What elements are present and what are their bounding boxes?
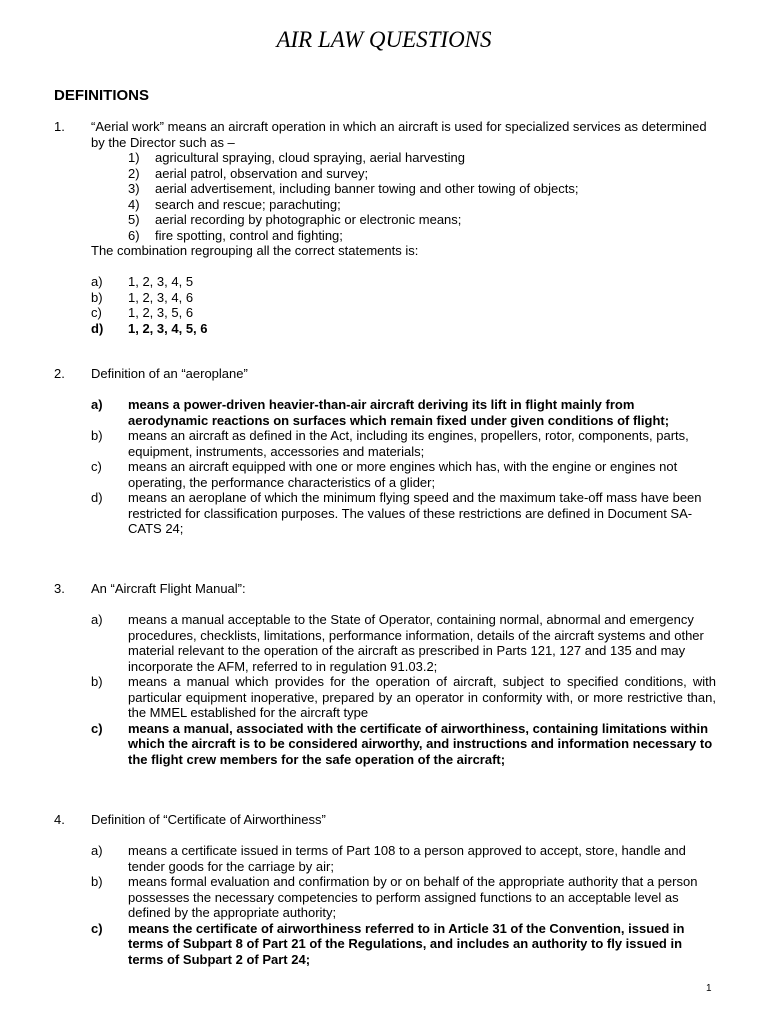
option-text: means a power-driven heavier-than-air aircraft deriving its lift in flight mainly from aerodynamic reactions on surfaces which remain fixed under given conditions of flight; [128, 397, 670, 428]
option-letter: a) [91, 843, 103, 858]
option-letter: d) [91, 320, 104, 336]
question-1 [54, 119, 716, 336]
list-item [128, 181, 716, 197]
answer-option [54, 674, 716, 721]
item-text: search and rescue; parachuting; [155, 196, 341, 212]
option-text: means an aircraft as defined in the Act, including its engines, propellers, rotor, components, parts, equipment, instruments, accessories and materials; [128, 428, 689, 459]
answer-option [54, 843, 716, 874]
section-heading: DEFINITIONS [54, 87, 150, 104]
item-number: 6) [128, 227, 140, 243]
list-item [128, 197, 716, 213]
list-item [128, 166, 716, 182]
answer-option [54, 490, 716, 537]
option-letter: a) [91, 397, 103, 412]
option-text: means formal evaluation and confirmation by or on behalf of the appropriate authority that a person possesses the necessary competencies to perform assigned functions to an acceptable level as defined by the appropriate authority; [128, 874, 698, 920]
option-text: 1, 2, 3, 5, 6 [128, 305, 194, 320]
option-letter: c) [91, 920, 103, 936]
option-letter: c) [91, 305, 102, 320]
question-3 [54, 581, 716, 767]
option-letter: b) [91, 428, 103, 443]
item-number: 2) [128, 165, 140, 181]
item-number: 5) [128, 212, 140, 227]
correct-answer-option [54, 397, 716, 428]
option-text: 1, 2, 3, 4, 5 [128, 274, 194, 289]
question-text: An “Aircraft Flight Manual”: [91, 581, 246, 596]
option-text: means an aircraft equipped with one or more engines which has, with the engine or engines not operating, the performance characteristics of a glider; [128, 459, 678, 490]
answer-option [54, 290, 716, 306]
question-text: “Aerial work” means an aircraft operation in which an aircraft is used for specialized services as determined by the Director such as – [91, 119, 707, 150]
option-letter: b) [91, 874, 103, 889]
option-text: means an aeroplane of which the minimum flying speed and the maximum take-off mass have been restricted for classification purposes. The values of these restrictions are defined in Document SA-CATS 24; [128, 490, 702, 536]
question-number: 3. [54, 581, 65, 596]
list-item [128, 150, 716, 166]
answer-option [54, 459, 716, 490]
item-number: 3) [128, 181, 140, 196]
item-text: aerial advertisement, including banner towing and other towing of objects; [155, 181, 579, 196]
answer-option [54, 305, 716, 321]
item-text: fire spotting, control and fighting; [155, 227, 343, 243]
question-number: 2. [54, 366, 65, 381]
item-number: 4) [128, 196, 140, 212]
option-letter: b) [91, 674, 103, 689]
correct-answer-option [54, 321, 716, 337]
option-letter: b) [91, 289, 103, 305]
question-text: Definition of an “aeroplane” [91, 366, 248, 381]
combination-prompt: The combination regrouping all the correct statements is: [91, 243, 419, 258]
page-number: 1 [706, 983, 712, 994]
item-number: 1) [128, 150, 140, 165]
item-text: aerial patrol, observation and survey; [155, 165, 369, 181]
option-text: 1, 2, 3, 4, 5, 6 [128, 320, 208, 336]
answer-option [54, 612, 716, 674]
option-letter: a) [91, 612, 103, 627]
option-text: 1, 2, 3, 4, 6 [128, 289, 194, 305]
list-item [128, 212, 716, 228]
option-text: means a manual which provides for the operation of aircraft, subject to specified conditions, with particular equipment inoperative, prepared by an operator in conformity with, or more restrictive than, the MMEL established for the aircraft type [128, 674, 716, 720]
option-letter: a) [91, 274, 103, 289]
option-letter: c) [91, 459, 102, 474]
option-text: means a manual acceptable to the State of Operator, containing normal, abnormal and emergency procedures, checklists, limitations, performance information, details of the aircraft systems and other material relevant to the operation of the aircraft as prescribed in Parts 121, 127 and 135 and may incorporate the AFM, referred to in regulation 91.03.2; [128, 612, 704, 674]
correct-answer-option [54, 921, 716, 968]
option-letter: d) [91, 490, 103, 505]
list-item [128, 228, 716, 244]
document-title: AIR LAW QUESTIONS [276, 27, 492, 52]
correct-answer-option [54, 721, 716, 768]
option-text: means the certificate of airworthiness referred to in Article 31 of the Convention, issued in terms of Subpart 8 of Part 21 of the Regulations, and includes an authority to fly issued in terms of Subpart 2 of Part 24; [128, 920, 685, 967]
option-text: means a certificate issued in terms of Part 108 to a person approved to accept, store, handle and tender goods for the carriage by air; [128, 843, 686, 874]
option-text: means a manual, associated with the certificate of airworthiness, containing limitations within which the aircraft is to be considered airworthy, and instructions and information necessary to the flight crew members for the safe operation of the aircraft; [128, 720, 713, 767]
item-text: aerial recording by photographic or electronic means; [155, 212, 462, 227]
question-number: 4. [54, 812, 65, 827]
question-4 [54, 812, 716, 967]
item-text: agricultural spraying, cloud spraying, aerial harvesting [155, 150, 465, 165]
answer-option [54, 274, 716, 290]
question-2 [54, 366, 716, 537]
answer-option [54, 874, 716, 921]
question-number: 1. [54, 119, 65, 134]
answer-option [54, 428, 716, 459]
option-letter: c) [91, 720, 103, 736]
question-text: Definition of “Certificate of Airworthiness” [91, 812, 326, 827]
